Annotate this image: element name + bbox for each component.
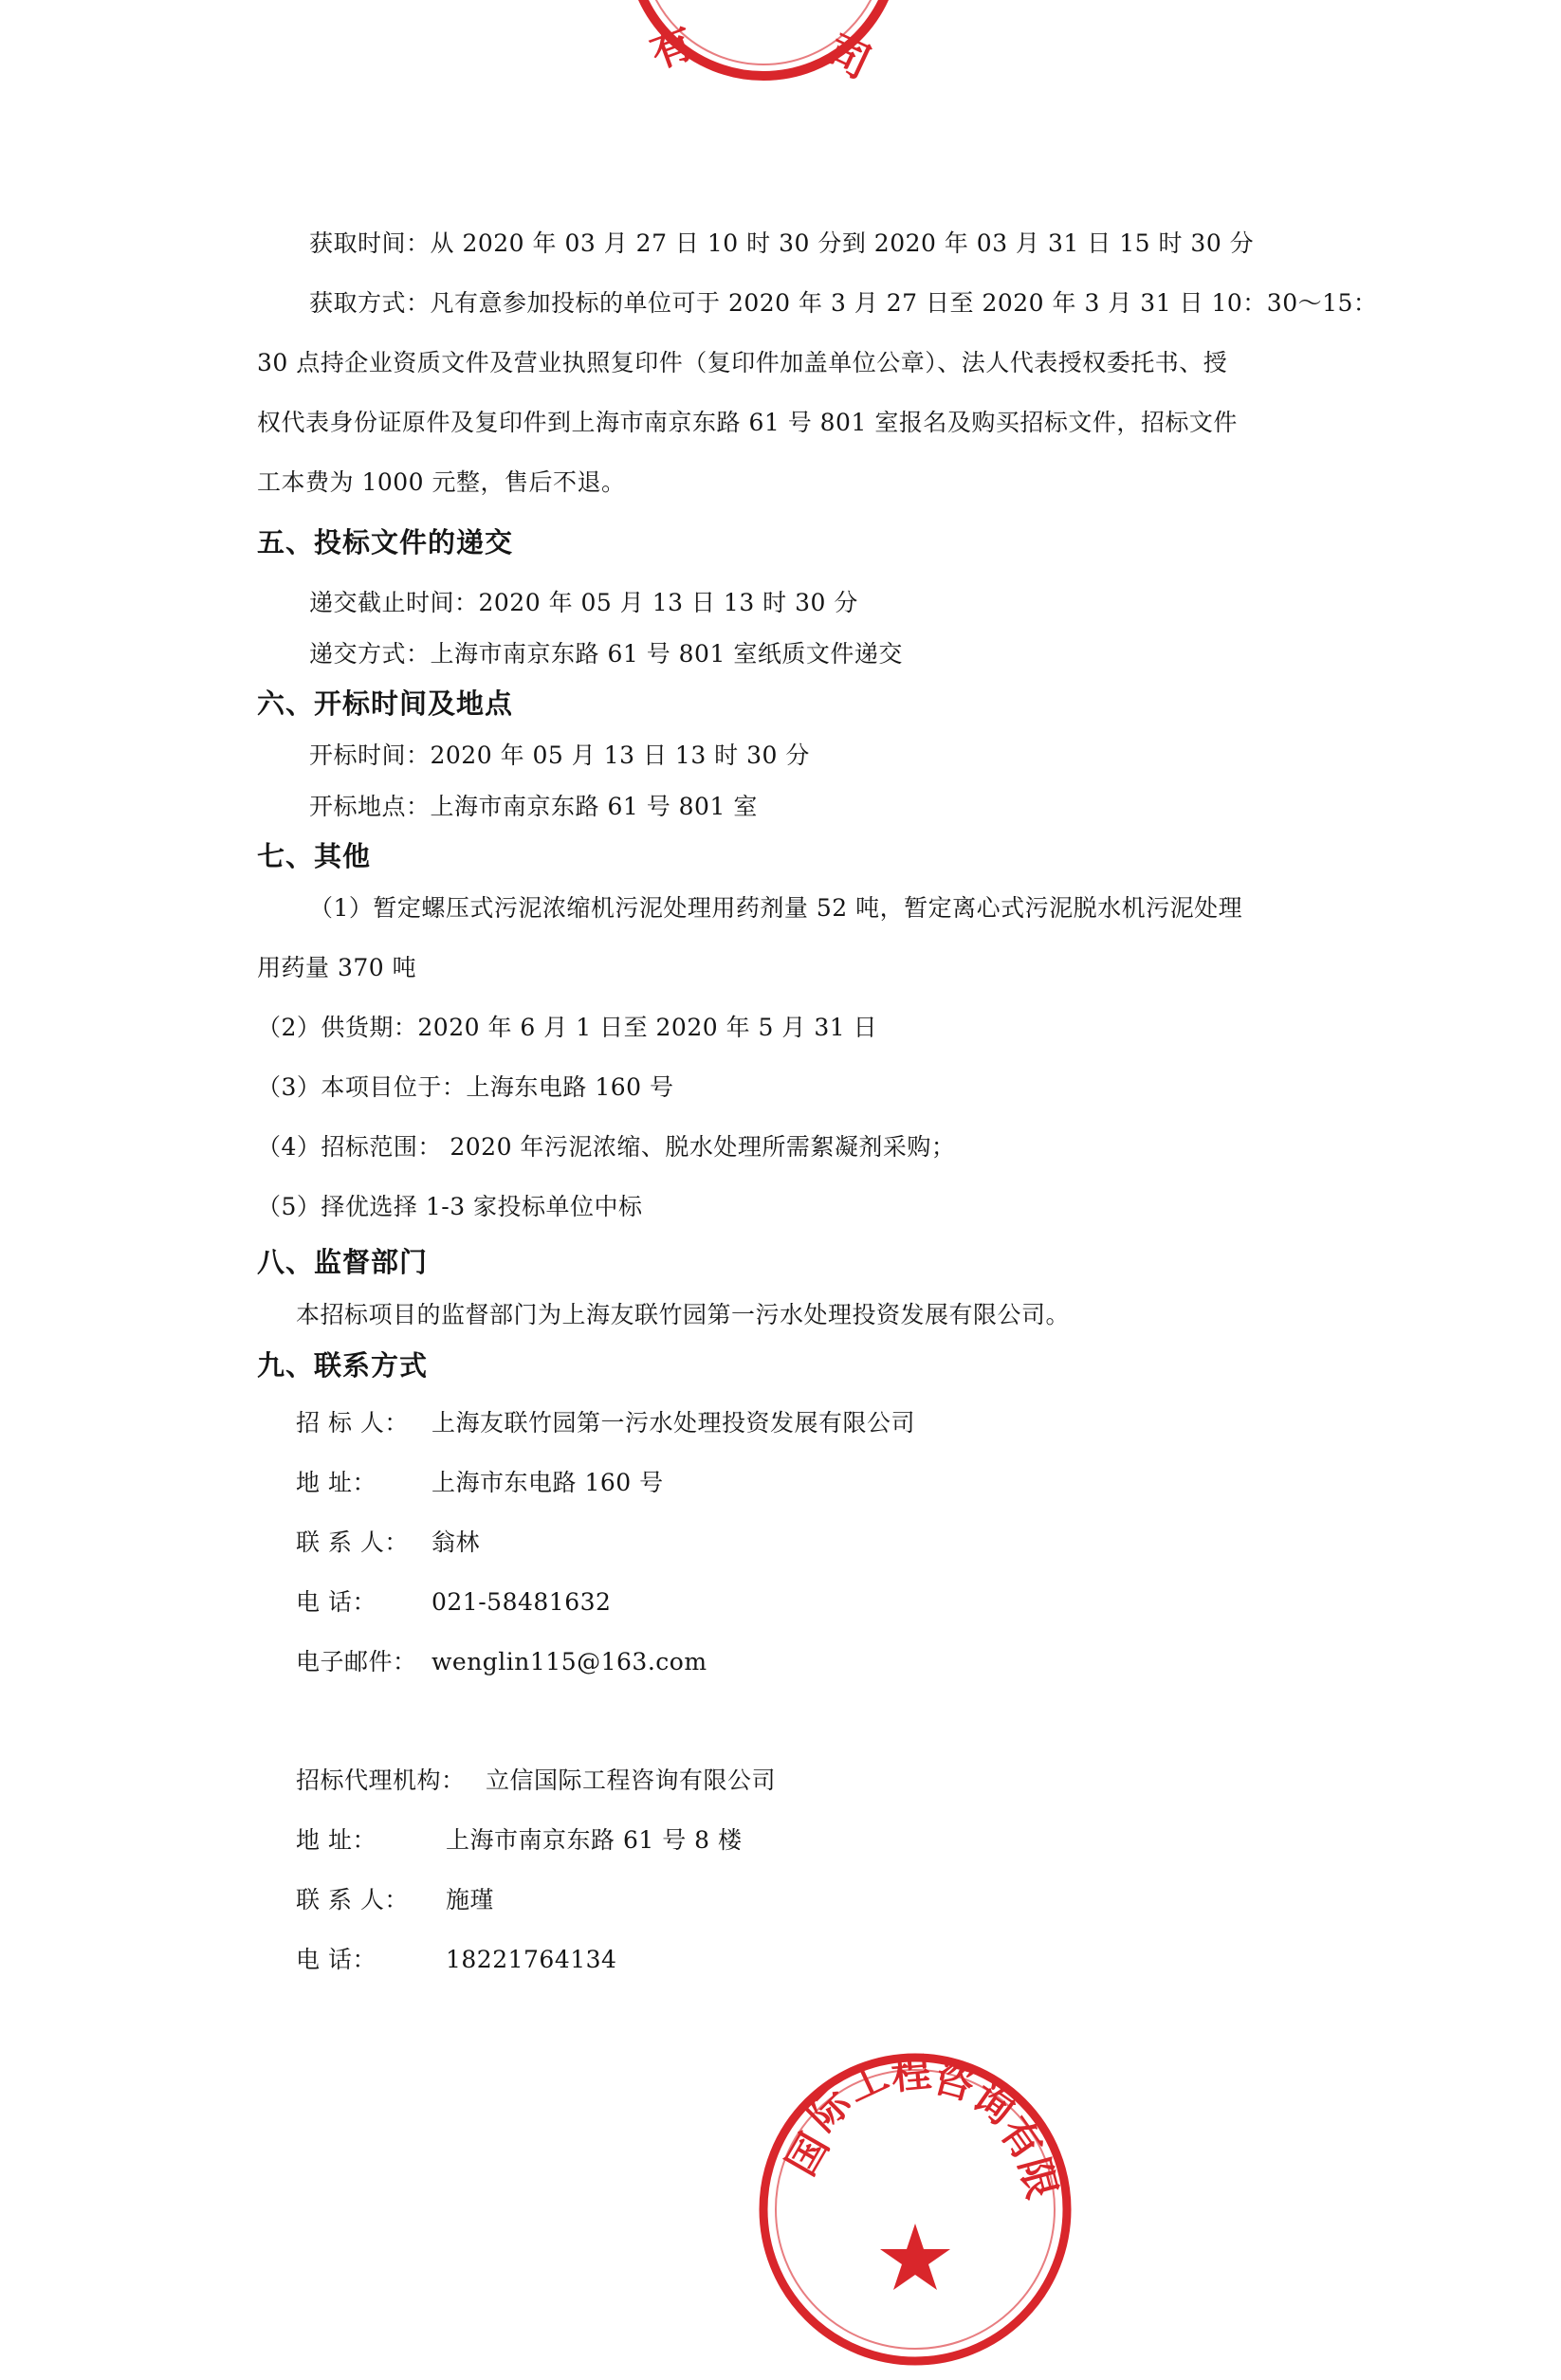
agency-phone-label: 电 话： <box>296 1946 376 1973</box>
other-item-4: （4）招标范围： 2020 年污泥浓缩、脱水处理所需絮凝剂采购； <box>257 1133 956 1161</box>
tenderer-email[interactable]: wenglin115@163.com <box>432 1648 707 1675</box>
svg-text:询: 询 <box>964 2073 1023 2134</box>
other-item-2: （2）供货期：2020 年 6 月 1 日至 2020 年 5 月 31 日 <box>257 1014 878 1041</box>
company-seal-top <box>621 0 906 128</box>
svg-text:限: 限 <box>1010 2152 1066 2204</box>
agency-name-row <box>296 1765 777 1797</box>
agency-contact-label: 联 系 人： <box>296 1886 409 1913</box>
tenderer-address-row <box>296 1467 664 1499</box>
tenderer-name-row <box>296 1407 916 1439</box>
svg-text:有: 有 <box>644 18 701 79</box>
agency-address-row <box>296 1824 743 1857</box>
acquire-method-line-3: 权代表身份证原件及复印件到上海市南京东路 61 号 801 室报名及购买招标文件，招标文件 <box>257 409 1238 436</box>
svg-text:际: 际 <box>798 2078 860 2140</box>
agency-name: 立信国际工程咨询有限公司 <box>486 1767 777 1794</box>
acquire-method-line-1: 获取方式：凡有意参加投标的单位可于 2020 年 3 月 27 日至 2020 年 3 月 31 日 10：30～15： <box>309 289 1378 317</box>
submission-method: 递交方式：上海市南京东路 61 号 801 室纸质文件递交 <box>309 640 903 668</box>
agency-contact: 施瑾 <box>446 1886 495 1913</box>
tenderer-phone-row <box>296 1586 612 1619</box>
tenderer-phone: 021-58481632 <box>432 1588 612 1616</box>
other-item-1a: （1）暂定螺压式污泥浓缩机污泥处理用药剂量 52 吨，暂定离心式污泥脱水机污泥处理 <box>309 894 1243 922</box>
agency-contact-row <box>296 1884 495 1916</box>
supervision-text: 本招标项目的监督部门为上海友联竹园第一污水处理投资发展有限公司。 <box>296 1301 1071 1328</box>
acquire-method-line-4: 工本费为 1000 元整，售后不退。 <box>257 468 626 496</box>
tenderer-contact-label: 联 系 人： <box>296 1529 409 1556</box>
acquire-time: 获取时间：从 2020 年 03 月 27 日 10 时 30 分到 2020 年 03 月 31 日 15 时 30 分 <box>309 229 1255 257</box>
tenderer-name-label: 招 标 人： <box>296 1409 409 1437</box>
svg-text:司: 司 <box>818 27 878 89</box>
agency-address-label: 地 址： <box>296 1826 376 1854</box>
section-6-title: 六、开标时间及地点 <box>257 687 514 720</box>
tenderer-email-row <box>296 1646 707 1678</box>
tenderer-address-label: 地 址： <box>296 1469 376 1496</box>
agency-phone-row <box>296 1944 617 1976</box>
section-7-title: 七、其他 <box>257 840 372 872</box>
company-seal-bottom <box>754 2039 1076 2380</box>
agency-name-label: 招标代理机构： <box>296 1767 466 1794</box>
submission-deadline: 递交截止时间：2020 年 05 月 13 日 13 时 30 分 <box>309 589 858 616</box>
section-8-title: 八、监督部门 <box>257 1246 429 1278</box>
tenderer-email-label: 电子邮件： <box>296 1648 417 1675</box>
svg-text:国: 国 <box>777 2125 838 2184</box>
agency-phone: 18221764134 <box>446 1946 617 1973</box>
section-9-title: 九、联系方式 <box>257 1349 429 1382</box>
agency-address: 上海市南京东路 61 号 8 楼 <box>446 1826 743 1854</box>
svg-text:咨: 咨 <box>928 2054 980 2110</box>
other-item-1b: 用药量 370 吨 <box>257 954 417 981</box>
tenderer-contact: 翁林 <box>432 1529 481 1556</box>
opening-place: 开标地点：上海市南京东路 61 号 801 室 <box>309 793 758 820</box>
tenderer-address: 上海市东电路 160 号 <box>432 1469 664 1496</box>
section-5-title: 五、投标文件的递交 <box>257 526 514 558</box>
other-item-3: （3）本项目位于：上海东电路 160 号 <box>257 1073 674 1101</box>
svg-text:工: 工 <box>838 2052 895 2112</box>
svg-text:程: 程 <box>889 2048 933 2099</box>
tenderer-name: 上海友联竹园第一污水处理投资发展有限公司 <box>432 1409 916 1437</box>
opening-time: 开标时间：2020 年 05 月 13 日 13 时 30 分 <box>309 741 810 769</box>
tenderer-phone-label: 电 话： <box>296 1588 376 1616</box>
tenderer-contact-row <box>296 1527 481 1559</box>
other-item-5: （5）择优选择 1-3 家投标单位中标 <box>257 1193 643 1220</box>
acquire-method-line-2: 30 点持企业资质文件及营业执照复印件（复印件加盖单位公章）、法人代表授权委托书、授 <box>257 349 1228 376</box>
svg-text:有: 有 <box>990 2108 1052 2169</box>
